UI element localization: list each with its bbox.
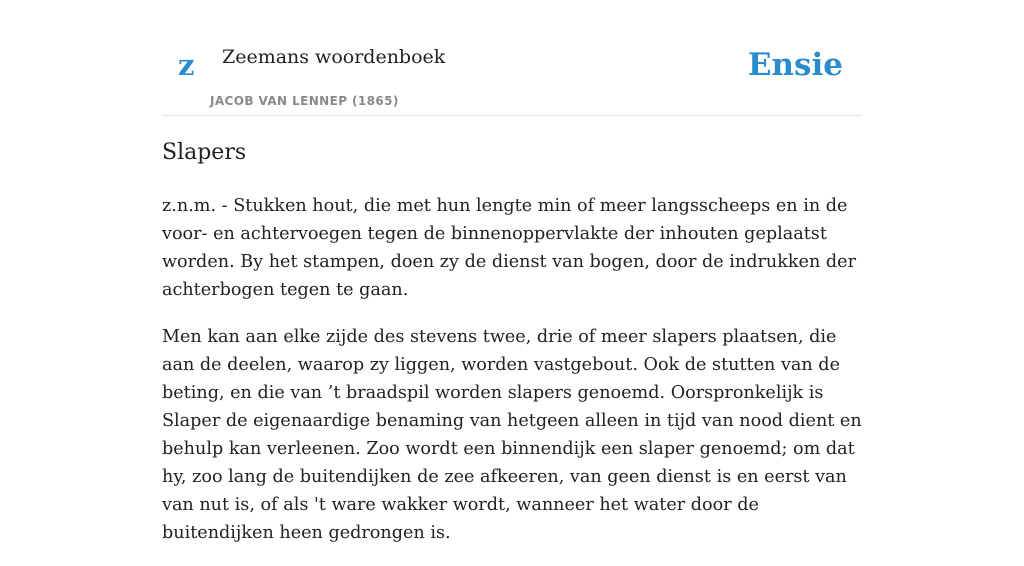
brand-logo[interactable]: Ensie: [747, 47, 843, 83]
entry-content: [162, 192, 862, 566]
entry-title: Slapers: [162, 140, 247, 165]
entry-paragraph: Men kan aan elke zijde des stevens twee, drie of meer slapers plaatsen, die aan de deelen, waarop zy liggen, worden vastgebout. Ook de stutten van de beting, en die van ’t braadspil worden slapers genoemd. Oorspronkelijk is Slaper de eigenaardige benaming van hetgeen alleen in tijd van nood dient en behulp kan verleenen. Zoo wordt een binnendijk een slaper genoemd; om dat hy, zoo lang de buitendijken de zee afkeeren, van geen dienst is en eerst van van nut is, of als 't ware wakker wordt, wanneer het water door de buitendijken heen gedrongen is.: [162, 327, 862, 543]
source-title[interactable]: Zeemans woordenboek: [222, 46, 446, 68]
source-letter-icon[interactable]: z: [178, 48, 195, 82]
source-author: JACOB VAN LENNEP (1865): [210, 94, 399, 108]
entry-paragraph: z.n.m. - Stukken hout, die met hun lengte min of meer langsscheeps en in de voor- en achtervoegen tegen de binnenoppervlakte der inhouten geplaatst worden. By het stampen, doen zy de dienst van bogen, door de indrukken der achterbogen tegen te gaan.: [162, 196, 856, 300]
source-header: [162, 0, 862, 116]
